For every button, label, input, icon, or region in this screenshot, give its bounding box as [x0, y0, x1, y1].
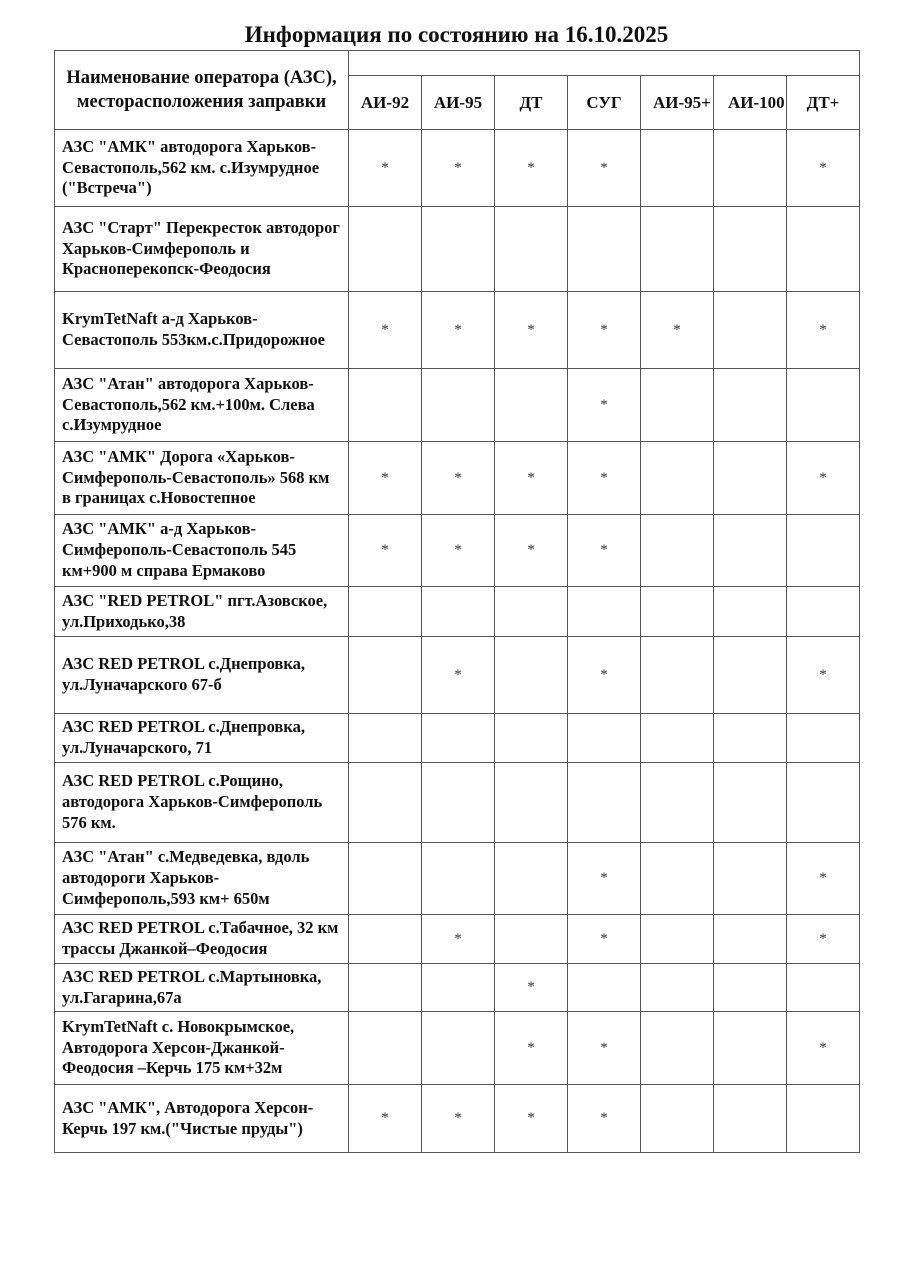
fuel-availability-cell: * — [568, 637, 641, 714]
fuel-availability-cell: * — [422, 637, 495, 714]
fuel-availability-cell — [349, 763, 422, 843]
fuel-availability-cell — [641, 515, 714, 587]
table-row — [55, 442, 860, 515]
fuel-availability-cell — [641, 637, 714, 714]
fuel-availability-cell — [568, 587, 641, 637]
table-row — [55, 207, 860, 292]
fuel-availability-cell: * — [349, 1085, 422, 1153]
fuel-availability-cell — [641, 130, 714, 207]
table-row — [55, 843, 860, 915]
fuel-availability-cell — [422, 714, 495, 763]
fuel-availability-cell — [349, 964, 422, 1012]
station-name-cell: АЗС RED PETROL с.Днепровка, ул.Луначарского 67-б — [55, 637, 349, 714]
station-name-cell: АЗС "АМК" а-д Харьков-Симферополь-Севастополь 545 км+900 м справа Ермаково — [55, 515, 349, 587]
fuel-availability-cell: * — [787, 637, 860, 714]
fuel-availability-cell: * — [495, 964, 568, 1012]
fuel-availability-cell — [349, 587, 422, 637]
page-title: Информация по состоянию на 16.10.2025 — [244, 22, 669, 47]
fuel-availability-cell: * — [349, 515, 422, 587]
fuel-availability-cell — [787, 369, 860, 442]
fuel-availability-cell: * — [495, 1085, 568, 1153]
fuel-availability-cell: * — [787, 442, 860, 515]
fuel-availability-cell: * — [568, 442, 641, 515]
fuel-availability-cell — [714, 1085, 787, 1153]
fuel-availability-cell: * — [495, 292, 568, 369]
fuel-availability-cell: * — [422, 442, 495, 515]
fuel-availability-cell — [787, 763, 860, 843]
fuel-availability-cell — [714, 1012, 787, 1085]
table-body — [55, 130, 860, 1153]
fuel-availability-cell — [714, 207, 787, 292]
fuel-availability-cell — [495, 714, 568, 763]
fuel-availability-cell — [714, 515, 787, 587]
fuel-availability-cell: * — [495, 515, 568, 587]
header-row-top — [55, 51, 860, 76]
fuel-availability-cell — [422, 587, 495, 637]
table-row — [55, 130, 860, 207]
fuel-availability-cell: * — [568, 1085, 641, 1153]
name-column-header: Наименование оператора (АЗС), месторасположения заправки — [55, 51, 349, 130]
fuel-availability-cell — [495, 587, 568, 637]
fuel-header-dtplus: ДТ+ — [787, 76, 860, 130]
fuel-availability-cell — [787, 964, 860, 1012]
fuel-header-ai100: АИ-100 — [714, 76, 787, 130]
station-name-cell: АЗС RED PETROL с.Днепровка, ул.Луначарского, 71 — [55, 714, 349, 763]
fuel-availability-cell — [714, 442, 787, 515]
fuel-availability-cell: * — [422, 130, 495, 207]
fuel-availability-cell: * — [568, 130, 641, 207]
station-name-cell: АЗС "Старт" Перекресток автодорог Харьков-Симферополь и Красноперекопск-Феодосия — [55, 207, 349, 292]
fuel-availability-cell: * — [495, 130, 568, 207]
table-row — [55, 714, 860, 763]
fuel-availability-cell — [422, 369, 495, 442]
fuel-availability-cell: * — [787, 1012, 860, 1085]
fuel-availability-cell — [641, 369, 714, 442]
fuel-header-ai92: АИ-92 — [349, 76, 422, 130]
table-row — [55, 515, 860, 587]
fuel-availability-table — [54, 50, 860, 1153]
fuel-group-header — [349, 51, 860, 76]
fuel-availability-cell — [641, 1012, 714, 1085]
fuel-availability-cell: * — [568, 843, 641, 915]
fuel-availability-cell — [714, 587, 787, 637]
fuel-availability-cell: * — [422, 915, 495, 964]
fuel-availability-cell: * — [495, 1012, 568, 1085]
station-name-cell: АЗС "Атан" автодорога Харьков-Севастополь,562 км.+100м. Слева с.Изумрудное — [55, 369, 349, 442]
fuel-availability-cell — [641, 1085, 714, 1153]
fuel-availability-cell — [714, 292, 787, 369]
fuel-availability-cell — [349, 843, 422, 915]
fuel-availability-cell — [495, 637, 568, 714]
table-row — [55, 587, 860, 637]
station-name-cell: АЗС RED PETROL с.Табачное, 32 км трассы Джанкой–Феодосия — [55, 915, 349, 964]
fuel-availability-cell — [422, 1012, 495, 1085]
table-row — [55, 1012, 860, 1085]
station-name-cell: АЗС RED PETROL с.Рощино, автодорога Харьков-Симферополь 576 км. — [55, 763, 349, 843]
station-name-cell: АЗС "АМК" автодорога Харьков-Севастополь,562 км. с.Изумрудное ("Встреча") — [55, 130, 349, 207]
table-row — [55, 292, 860, 369]
fuel-availability-cell — [422, 964, 495, 1012]
table-row — [55, 915, 860, 964]
fuel-availability-cell — [714, 964, 787, 1012]
fuel-availability-cell: * — [787, 915, 860, 964]
fuel-availability-cell — [422, 207, 495, 292]
fuel-availability-cell — [568, 763, 641, 843]
fuel-availability-cell — [787, 515, 860, 587]
fuel-availability-cell — [422, 763, 495, 843]
fuel-availability-cell — [787, 587, 860, 637]
fuel-availability-cell — [641, 763, 714, 843]
table-row — [55, 1085, 860, 1153]
station-name-cell: АЗС RED PETROL с.Мартыновка, ул.Гагарина,67а — [55, 964, 349, 1012]
fuel-availability-cell: * — [349, 442, 422, 515]
station-name-cell: KrymTetNaft а-д Харьков-Севастополь 553км.с.Придорожное — [55, 292, 349, 369]
fuel-availability-cell — [495, 763, 568, 843]
fuel-availability-cell — [787, 1085, 860, 1153]
fuel-availability-cell — [495, 843, 568, 915]
fuel-header-ai95plus: АИ-95+ — [641, 76, 714, 130]
fuel-availability-cell — [349, 369, 422, 442]
fuel-availability-cell — [641, 442, 714, 515]
table-row — [55, 637, 860, 714]
fuel-availability-cell — [349, 637, 422, 714]
fuel-header-ai95: АИ-95 — [422, 76, 495, 130]
fuel-availability-cell — [787, 207, 860, 292]
fuel-availability-cell — [787, 714, 860, 763]
fuel-availability-cell: * — [568, 369, 641, 442]
fuel-availability-cell — [641, 843, 714, 915]
fuel-availability-cell — [714, 130, 787, 207]
fuel-availability-cell — [641, 964, 714, 1012]
fuel-availability-cell — [495, 207, 568, 292]
fuel-availability-cell — [714, 714, 787, 763]
fuel-availability-cell: * — [349, 130, 422, 207]
fuel-availability-cell — [641, 587, 714, 637]
station-name-cell: АЗС "Атан" с.Медведевка, вдоль автодороги Харьков-Симферополь,593 км+ 650м — [55, 843, 349, 915]
fuel-availability-cell — [495, 369, 568, 442]
fuel-availability-cell: * — [568, 515, 641, 587]
fuel-availability-cell — [568, 207, 641, 292]
fuel-availability-cell: * — [422, 515, 495, 587]
station-name-cell: АЗС "АМК", Автодорога Херсон-Керчь 197 км.("Чистые пруды") — [55, 1085, 349, 1153]
fuel-availability-cell: * — [641, 292, 714, 369]
fuel-availability-cell — [641, 207, 714, 292]
fuel-header-sug: СУГ — [568, 76, 641, 130]
fuel-availability-cell — [568, 714, 641, 763]
fuel-header-dt: ДТ — [495, 76, 568, 130]
fuel-availability-cell: * — [349, 292, 422, 369]
station-name-cell: KrymTetNaft с. Новокрымское, Автодорога Херсон-Джанкой-Феодосия –Керчь 175 км+32м — [55, 1012, 349, 1085]
fuel-availability-cell — [349, 915, 422, 964]
station-name-cell: АЗС "RED PETROL" пгт.Азовское, ул.Приходько,38 — [55, 587, 349, 637]
fuel-availability-cell: * — [422, 292, 495, 369]
fuel-availability-cell — [641, 915, 714, 964]
fuel-availability-cell — [349, 1012, 422, 1085]
fuel-availability-cell — [495, 915, 568, 964]
fuel-availability-cell — [714, 843, 787, 915]
fuel-availability-cell: * — [422, 1085, 495, 1153]
fuel-availability-cell: * — [495, 442, 568, 515]
fuel-availability-cell: * — [568, 915, 641, 964]
fuel-availability-cell: * — [568, 292, 641, 369]
fuel-availability-cell: * — [787, 130, 860, 207]
fuel-availability-cell — [641, 714, 714, 763]
fuel-availability-cell — [349, 207, 422, 292]
fuel-availability-cell — [568, 964, 641, 1012]
fuel-availability-cell — [714, 763, 787, 843]
fuel-availability-cell — [714, 915, 787, 964]
fuel-availability-cell: * — [568, 1012, 641, 1085]
fuel-availability-cell — [714, 369, 787, 442]
table-row — [55, 763, 860, 843]
table-row — [55, 964, 860, 1012]
table-row — [55, 369, 860, 442]
fuel-availability-cell — [714, 637, 787, 714]
station-name-cell: АЗС "АМК" Дорога «Харьков-Симферополь-Севастополь» 568 км в границах с.Новостепное — [55, 442, 349, 515]
fuel-availability-cell: * — [787, 843, 860, 915]
fuel-availability-cell: * — [787, 292, 860, 369]
fuel-availability-cell — [422, 843, 495, 915]
fuel-availability-cell — [349, 714, 422, 763]
